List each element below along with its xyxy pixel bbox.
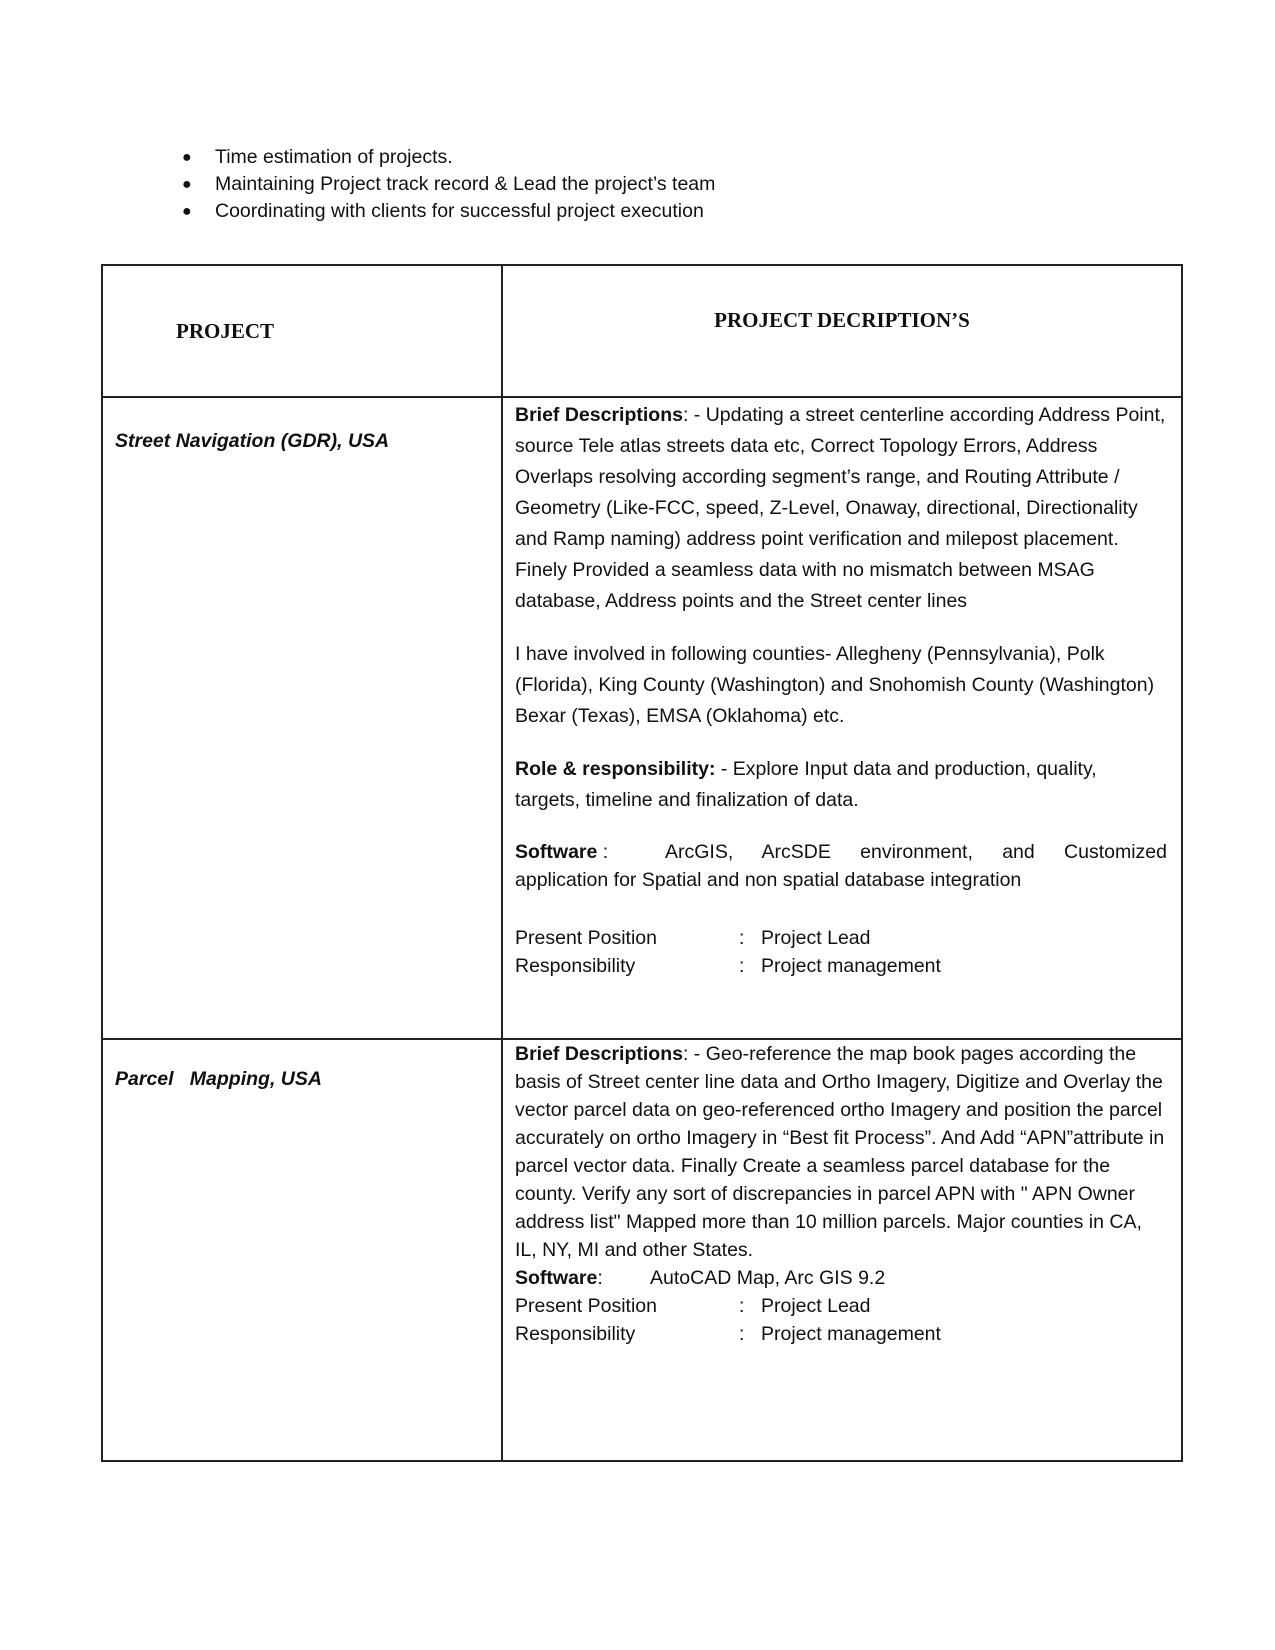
header-project: PROJECT [102, 265, 502, 397]
project-description [503, 398, 1181, 980]
software-text: Software : ArcGIS, ArcSDE environment, and Customized application for Spatial and non spatial database integration [515, 841, 1167, 891]
brief-description: Brief Descriptions: - Updating a street centerline according Address Point, source Tele atlas streets data etc, Correct Topology Errors, Address Overlaps resolving according segment’s range, and Routing Attribute / Geometry (Like-FCC, speed, Z-Level, Onaway, directional, Directionality and Ramp naming) address point verification and milepost placement. Finely Provided a seamless data with no mismatch between MSAG database, Address points and the Street center lines [515, 404, 1166, 612]
bullet-icon: ● [182, 176, 192, 193]
header-description: PROJECT DECRIPTION’S [502, 265, 1182, 397]
list-item: ● Time estimation of projects. [178, 144, 715, 171]
table-header-row [102, 265, 1182, 397]
brief-description: Brief Descriptions: - Geo-reference the map book pages according the basis of Street center line data and Ortho Imagery, Digitize and Overlay the vector parcel data on geo-referenced ortho Imagery and position the parcel accurately on ortho Imagery in “Best fit Process”. And Add “APN”attribute in parcel vector data. Finally Create a seamless parcel database for the county. Verify any sort of discrepancies in parcel APN with " APN Owner address list" Mapped more than 10 million parcels. Major counties in CA, IL, NY, MI and other States. [515, 1043, 1165, 1261]
project-name: Parcel Mapping, USA [115, 1068, 322, 1090]
bullet-list [178, 144, 715, 225]
list-item: ● Maintaining Project track record & Lead the project’s team [178, 171, 715, 198]
present-position: Present Position : Project Lead [515, 1295, 871, 1317]
counties-text: I have involved in following counties- Allegheny (Pennsylvania), Polk (Florida), King County (Washington) and Snohomish County (Washington) Bexar (Texas), EMSA (Oklahoma) etc. [515, 643, 1155, 727]
project-name: Street Navigation (GDR), USA [115, 430, 390, 452]
software-text: Software: AutoCAD Map, Arc GIS 9.2 [515, 1267, 886, 1289]
table-row [102, 1039, 1182, 1461]
bullet-icon: ● [182, 203, 192, 220]
responsibility: Responsibility : Project management [515, 955, 941, 977]
project-description [503, 1040, 1181, 1348]
table-row [102, 397, 1182, 1039]
role-responsibility: Role & responsibility: - Explore Input data and production, quality, targets, timeline and finalization of data. [515, 758, 1097, 811]
present-position: Present Position : Project Lead [515, 927, 871, 949]
list-item: ● Coordinating with clients for successful project execution [178, 198, 715, 225]
project-table [101, 264, 1183, 1462]
responsibility: Responsibility : Project management [515, 1323, 941, 1345]
bullet-icon: ● [182, 149, 192, 166]
